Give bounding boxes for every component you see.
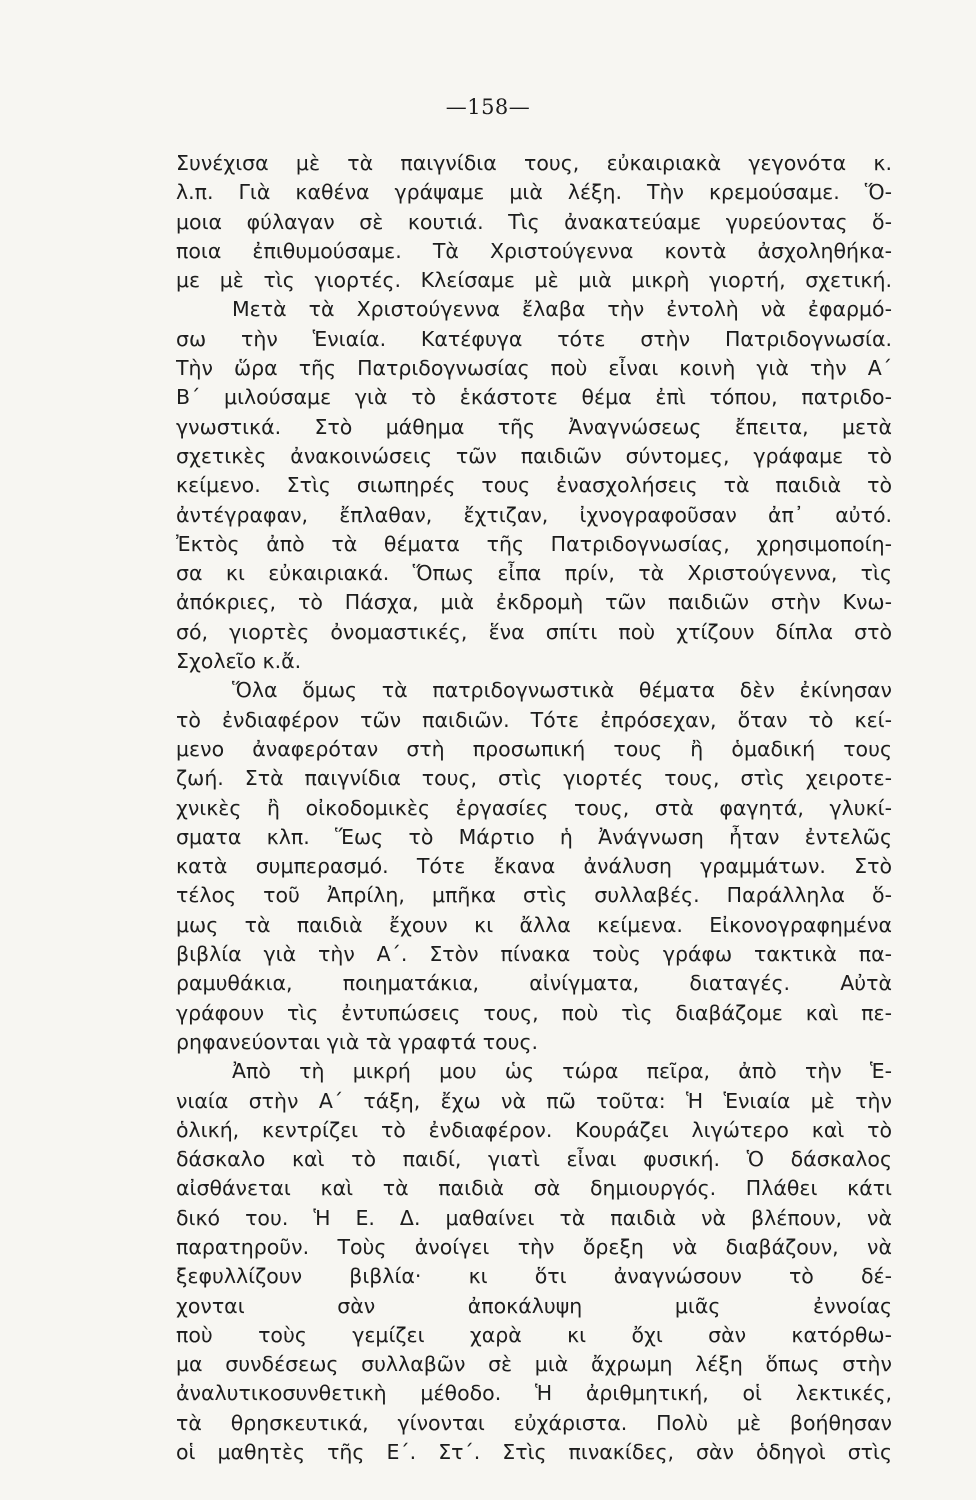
text-line: Ὅλα ὅμως τὰ πατριδογνωστικὰ θέματα δὲν ἐκίνησαν xyxy=(232,678,892,703)
text-line: ἀναλυτικοσυνθετικὴ μέθοδο. Ἡ ἀριθμητική, οἱ λεκτικές, xyxy=(176,1381,892,1406)
text-line: γνωστικά. Στὸ μάθημα τῆς Ἀναγνώσεως ἔπειτα, μετὰ xyxy=(176,414,892,439)
body-text xyxy=(176,149,892,1467)
text-line: κατὰ συμπερασμό. Τότε ἔκανα ἀνάλυση γραμμάτων. Στὸ xyxy=(176,854,892,879)
text-line: τέλος τοῦ Ἀπρίλη, μπῆκα στὶς συλλαβές. Παράλληλα ὅ- xyxy=(176,883,892,908)
text-line: Τὴν ὥρα τῆς Πατριδογνωσίας ποὺ εἶναι κοινὴ γιὰ τὴν Α΄ xyxy=(176,356,892,381)
text-line: τὰ θρησκευτικά, γίνονται εὐχάριστα. Πολὺ μὲ βοήθησαν xyxy=(176,1410,892,1435)
text-line: σα κι εὐκαιριακά. Ὅπως εἶπα πρίν, τὰ Χριστούγεννα, τὶς xyxy=(176,561,892,586)
text-line: Σχολεῖο κ.ἄ. xyxy=(176,649,302,674)
text-line: Μετὰ τὰ Χριστούγεννα ἔλαβα τὴν ἐντολὴ νὰ ἐφαρμό- xyxy=(232,297,892,322)
text-line: ἀπόκριες, τὸ Πάσχα, μιὰ ἐκδρομὴ τῶν παιδιῶν στὴν Κνω- xyxy=(176,590,892,615)
text-line: μα συνδέσεως συλλαβῶν σὲ μιὰ ἄχρωμη λέξη ὅπως στὴν xyxy=(176,1352,892,1377)
text-line: ξεφυλλίζουν βιβλία· κι ὅτι ἀναγνώσουν τὸ δέ- xyxy=(176,1264,892,1289)
text-line: τὸ ἐνδιαφέρον τῶν παιδιῶν. Τότε ἐπρόσεχαν, ὅταν τὸ κεί- xyxy=(176,707,892,732)
text-line: ζωή. Στὰ παιγνίδια τους, στὶς γιορτές τους, στὶς χειροτε- xyxy=(176,766,892,791)
text-line: μοια φύλαγαν σὲ κουτιά. Τὶς ἀνακατεύαμε γυρεύοντας ὅ- xyxy=(176,209,892,234)
text-line: χονται σὰν ἀποκάλυψη μιᾶς ἐννοίας xyxy=(176,1293,892,1318)
text-line: Ἐκτὸς ἀπὸ τὰ θέματα τῆς Πατριδογνωσίας, χρησιμοποίη- xyxy=(176,531,892,556)
text-line: σχετικὲς ἀνακοινώσεις τῶν παιδιῶν σύντομες, γράφαμε τὸ xyxy=(176,443,892,468)
text-line: δάσκαλο καὶ τὸ παιδί, γιατὶ εἶναι φυσική. Ὁ δάσκαλος xyxy=(176,1147,892,1172)
text-line: δικό του. Ἡ Ε. Δ. μαθαίνει τὰ παιδιὰ νὰ βλέπουν, νὰ xyxy=(176,1205,892,1230)
text-line: ρηφανεύονται γιὰ τὰ γραφτά τους. xyxy=(176,1029,539,1054)
text-line: ραμυθάκια, ποιηματάκια, αἰνίγματα, διαταγές. Αὐτὰ xyxy=(176,971,892,996)
text-line: ὁλική, κεντρίζει τὸ ἐνδιαφέρον. Κουράζει λιγώτερο καὶ τὸ xyxy=(176,1117,892,1142)
text-line: οἱ μαθητὲς τῆς Ε΄. Στ΄. Στὶς πινακίδες, σὰν ὁδηγοὶ στὶς xyxy=(176,1440,892,1465)
text-line: Β΄ μιλούσαμε γιὰ τὸ ἑκάστοτε θέμα ἐπὶ τόπου, πατριδο- xyxy=(176,385,892,410)
text-line: κείμενο. Στὶς σιωπηρές τους ἐνασχολήσεις τὰ παιδιὰ τὸ xyxy=(176,473,892,498)
text-line: μως τὰ παιδιὰ ἔχουν κι ἄλλα κείμενα. Εἰκονογραφημένα xyxy=(176,912,892,937)
text-line: Συνέχισα μὲ τὰ παιγνίδια τους, εὐκαιριακὰ γεγονότα κ. xyxy=(176,151,892,175)
text-line: με μὲ τὶς γιορτές. Κλείσαμε μὲ μιὰ μικρὴ γιορτή, σχετική. xyxy=(176,268,892,293)
text-line: χνικὲς ἢ οἰκοδομικὲς ἐργασίες τους, στὰ φαγητά, γλυκί- xyxy=(176,795,892,820)
text-line: ποια ἐπιθυμούσαμε. Τὰ Χριστούγεννα κοντὰ ἀσχοληθήκα- xyxy=(176,238,892,263)
text-line: μενο ἀναφερόταν στὴ προσωπική τους ἢ ὁμαδική τους xyxy=(176,736,892,761)
text-line: νιαία στὴν Α΄ τάξη, ἔχω νὰ πῶ τοῦτα: Ἡ Ἑνιαία μὲ τὴν xyxy=(176,1088,892,1113)
text-line: σό, γιορτὲς ὀνομαστικές, ἕνα σπίτι ποὺ χτίζουν δίπλα στὸ xyxy=(176,619,892,644)
text-line: παρατηροῦν. Τοὺς ἀνοίγει τὴν ὄρεξη νὰ διαβάζουν, νὰ xyxy=(176,1234,892,1259)
text-line: γράφουν τὶς ἐντυπώσεις τους, ποὺ τὶς διαβάζομε καὶ πε- xyxy=(176,1000,892,1025)
text-line: ἀντέγραφαν, ἔπλαθαν, ἔχτιζαν, ἰχνογραφοῦσαν ἀπ᾿ αὐτό. xyxy=(176,502,892,527)
text-line: ποὺ τοὺς γεμίζει χαρὰ κι ὄχι σὰν κατόρθω- xyxy=(176,1322,892,1347)
page-number: —158— xyxy=(445,95,531,119)
text-line: σω τὴν Ἑνιαία. Κατέφυγα τότε στὴν Πατριδογνωσία. xyxy=(176,326,892,351)
text-line: λ.π. Γιὰ καθένα γράψαμε μιὰ λέξη. Τὴν κρεμούσαμε. Ὅ- xyxy=(176,180,892,205)
text-line: Ἀπὸ τὴ μικρή μου ὡς τώρα πεῖρα, ἀπὸ τὴν Ἑ- xyxy=(232,1059,892,1084)
text-line: αἰσθάνεται καὶ τὰ παιδιὰ σὰ δημιουργός. Πλάθει κάτι xyxy=(176,1176,892,1201)
text-line: βιβλία γιὰ τὴν Α΄. Στὸν πίνακα τοὺς γράφω τακτικὰ πα- xyxy=(176,942,892,967)
text-line: σματα κλπ. Ἕως τὸ Μάρτιο ἡ Ἀνάγνωση ἦταν ἐντελῶς xyxy=(176,824,892,849)
